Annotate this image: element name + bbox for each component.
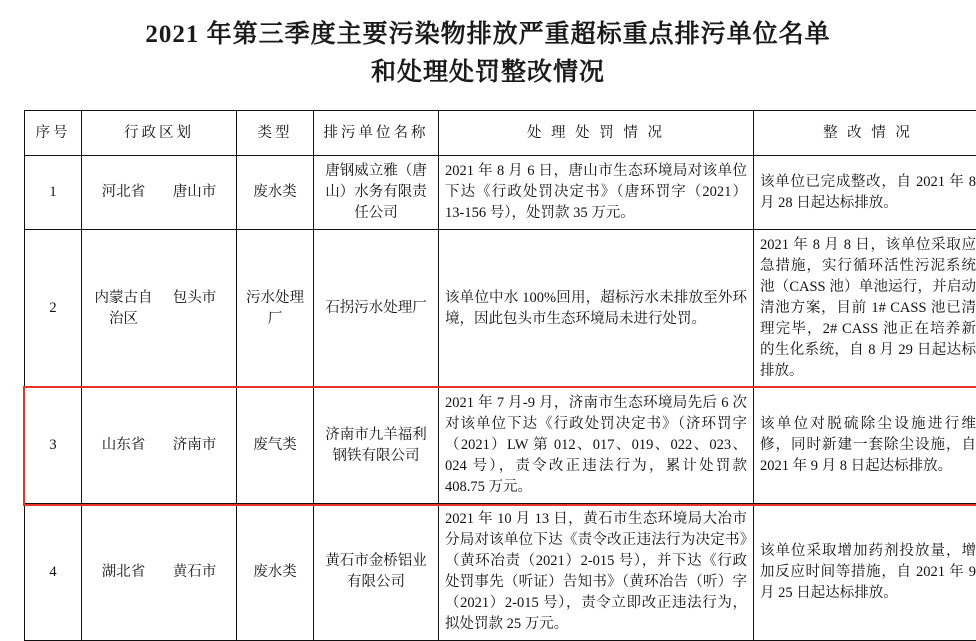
cell-fix: 该单位对脱硫除尘设施进行维修，同时新建一套除尘设施，自 2021 年 9 月 8 日起达标排放。 [754,388,976,504]
header-region: 行政区划 [82,111,237,156]
cell-region [82,388,237,504]
header-punish: 处 理 处 罚 情 况 [439,111,754,156]
cell-province: 山东省 [88,435,159,456]
cell-no: 3 [25,388,82,504]
table-row [25,156,976,230]
table-row [25,388,976,504]
cell-city: 唐山市 [159,182,230,203]
table-container [24,110,952,641]
cell-no: 1 [25,156,82,230]
table-header-row [25,111,976,156]
table-row [25,504,976,641]
cell-region [82,156,237,230]
cell-punish: 2021 年 10 月 13 日，黄石市生态环境局大冶市分局对该单位下达《责令改正违法行为决定书》（黄环冶责（2021）2-015 号），并下达《行政处罚事先（听证）告知书》（黄环冶告（听）字（2021）2-015 号），责令立即改正违法行为，拟处罚款 25 万元。 [439,504,754,641]
header-type: 类型 [237,111,314,156]
pollution-table [24,110,976,641]
header-no: 序号 [25,111,82,156]
document-title [0,0,976,92]
header-fix: 整 改 情 况 [754,111,976,156]
cell-city: 济南市 [159,435,230,456]
cell-type: 废气类 [237,388,314,504]
cell-unit: 济南市九羊福利钢铁有限公司 [314,388,439,504]
cell-fix: 该单位采取增加药剂投放量，增加反应时间等措施，自 2021 年 9 月 25 日起达标排放。 [754,504,976,641]
table-body [25,156,976,641]
title-line-2: 和处理处罚整改情况 [0,54,976,92]
cell-region [82,504,237,641]
header-unit: 排污单位名称 [314,111,439,156]
cell-type: 废水类 [237,156,314,230]
cell-city: 黄石市 [159,562,230,583]
cell-region [82,230,237,388]
cell-punish: 该单位中水 100%回用，超标污水未排放至外环境，因此包头市生态环境局未进行处罚。 [439,230,754,388]
cell-province: 内蒙古自治区 [88,288,159,330]
cell-punish: 2021 年 8 月 6 日，唐山市生态环境局对该单位下达《行政处罚决定书》（唐环罚字（2021）13-156 号），处罚款 35 万元。 [439,156,754,230]
cell-type: 污水处理厂 [237,230,314,388]
cell-punish: 2021 年 7 月-9 月，济南市生态环境局先后 6 次对该单位下达《行政处罚决定书》（济环罚字（2021）LW 第 012、017、019、022、023、024 号），责令改正违法行为，累计处罚款 408.75 万元。 [439,388,754,504]
cell-unit: 黄石市金桥铝业有限公司 [314,504,439,641]
cell-province: 湖北省 [88,562,159,583]
cell-fix: 2021 年 8 月 8 日，该单位采取应急措施，实行循环活性污泥系统池（CASS 池）单池运行，并启动清池方案，目前 1# CASS 池已清理完毕，2# CASS 池正在培养新的生化系统，自 8 月 29 日起达标排放。 [754,230,976,388]
title-line-1: 2021 年第三季度主要污染物排放严重超标重点排污单位名单 [0,16,976,54]
cell-no: 2 [25,230,82,388]
cell-city: 包头市 [159,288,230,330]
table-row [25,230,976,388]
cell-fix: 该单位已完成整改，自 2021 年 8 月 28 日起达标排放。 [754,156,976,230]
cell-no: 4 [25,504,82,641]
cell-province: 河北省 [88,182,159,203]
cell-unit: 石拐污水处理厂 [314,230,439,388]
cell-unit: 唐钢威立雅（唐山）水务有限责任公司 [314,156,439,230]
cell-type: 废水类 [237,504,314,641]
table-header [25,111,976,156]
